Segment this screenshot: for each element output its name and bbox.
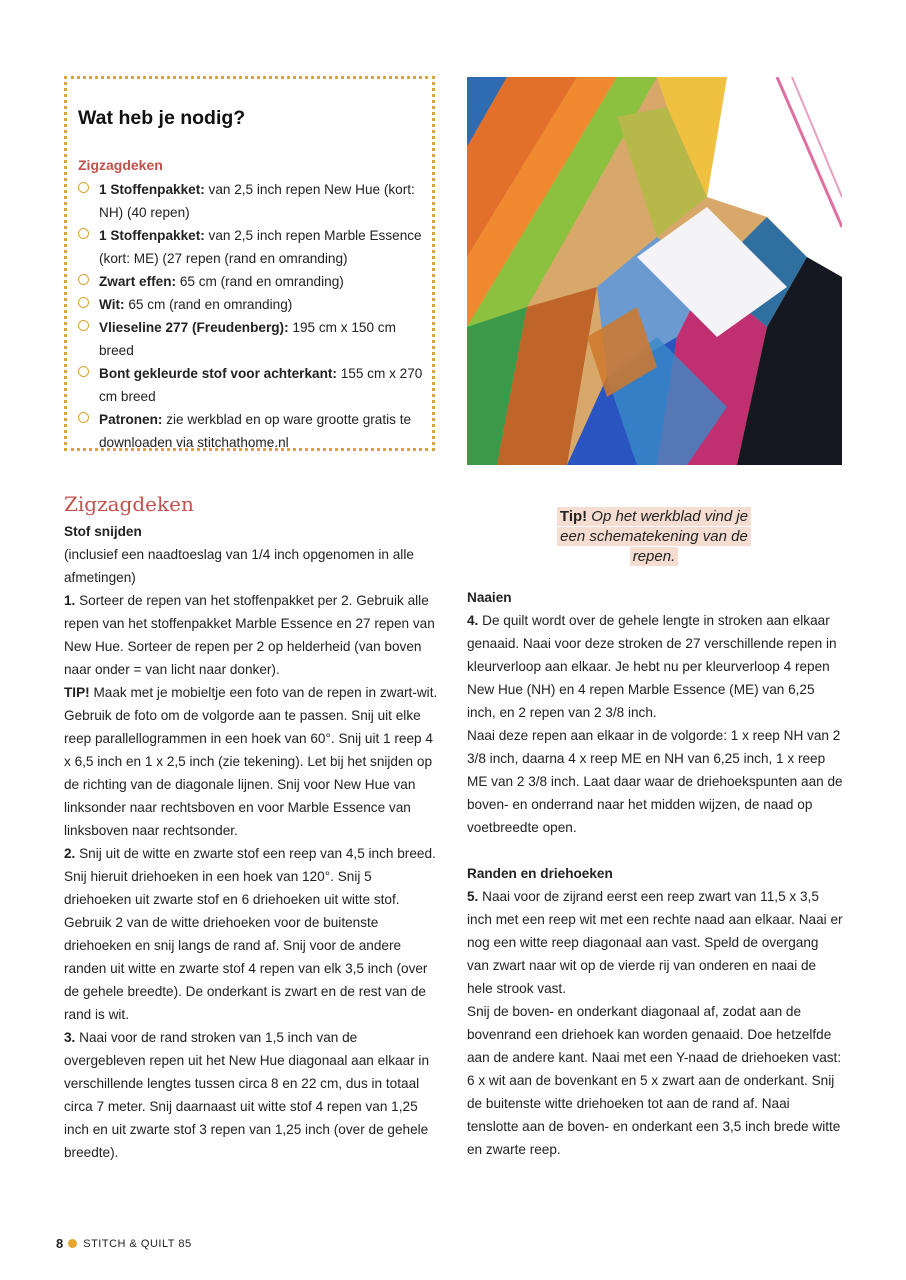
spacer	[467, 839, 843, 862]
list-item: Patronen: zie werkblad en op ware grootte gratis te downloaden via stitchathome.nl	[78, 408, 434, 454]
list-item: 1 Stoffenpakket: van 2,5 inch repen New Hue (kort: NH) (40 repen)	[78, 178, 434, 224]
right-column	[467, 586, 843, 1161]
list-item: 1 Stoffenpakket: van 2,5 inch repen Marble Essence (kort: ME) (27 repen (rand en omranding)	[78, 224, 434, 270]
subheading-randen: Randen en driehoeken	[467, 866, 613, 881]
step-3: 3. Naai voor de rand stroken van 1,5 inch van de overgebleven repen uit het New Hue diagonaal aan elkaar in verschillende lengtes tussen circa 8 en 22 cm, dus in totaal circa 7 meter. Snij daarnaast uit witte stof 4 repen van 1,25 inch en uit zwarte stof 3 repen van 1,25 inch (over de gehele breedte).	[64, 1030, 430, 1160]
checkbox-circle-icon	[78, 366, 89, 377]
page-footer	[56, 1236, 192, 1251]
materials-box	[64, 76, 435, 451]
tip-callout	[544, 507, 764, 567]
checkbox-circle-icon	[78, 182, 89, 193]
materials-list	[78, 178, 434, 454]
step-4-continued: Naai deze repen aan elkaar in de volgorde: 1 x reep NH van 2 3/8 inch, daarna 4 x reep ME en NH van 6,25 inch, 1 x reep ME van 2 3/8 inch. Laat daar waar de driehoekspunten aan de boven- en onderrand naar het midden wijzen, de naad op voetbreedte open.	[467, 728, 843, 835]
list-item: Vlieseline 277 (Freudenberg): 195 cm x 150 cm breed	[78, 316, 434, 362]
checkbox-circle-icon	[78, 320, 89, 331]
list-item: Wit: 65 cm (rand en omranding)	[78, 293, 434, 316]
list-item: Zwart effen: 65 cm (rand en omranding)	[78, 270, 434, 293]
list-item: Bont gekleurde stof voor achterkant: 155 cm x 270 cm breed	[78, 362, 434, 408]
step-5: 5. Naai voor de zijrand eerst een reep zwart van 11,5 x 3,5 inch met een reep wit met een rechte naad aan elkaar. Naai er nog een witte reep diagonaal aan vast. Speld de overgang van zwart naar wit op de vierde rij van onderen en naai de hele strook vast.	[467, 889, 843, 996]
step-5-continued: Snij de boven- en onderkant diagonaal af, zodat aan de bovenrand een driehoek kan worden genaaid. Doe hetzelfde aan de andere kant. Naai met een Y-naad de driehoeken vast: 6 x wit aan de bovenkant en 5 x zwart aan de onderkant. Snij de buitenste witte driehoeken tot aan de rand af. Naai tenslotte aan de boven- en onderkant een 3,5 inch brede witte en zwarte reep.	[467, 1004, 842, 1157]
quilt-photo	[467, 77, 842, 465]
subheading-stof-snijden: Stof snijden	[64, 524, 142, 539]
left-column	[64, 492, 442, 1164]
checkbox-circle-icon	[78, 274, 89, 285]
checkbox-circle-icon	[78, 228, 89, 239]
step-1: 1. Sorteer de repen van het stoffenpakket per 2. Gebruik alle repen van het stoffenpakket Marble Essence en 27 repen van New Hue. Sorteer de repen per 2 op helderheid (van boven naar onder = van licht naar donker).	[64, 593, 435, 677]
magazine-name: STITCH & QUILT 85	[83, 1237, 192, 1250]
step-4: 4. De quilt wordt over de gehele lengte in stroken aan elkaar genaaid. Naai voor deze stroken de 27 verschillende repen in kleurverloop aan elkaar. Je hebt nu per kleurverloop 4 repen New Hue (NH) en 4 repen Marble Essence (ME) van 6,25 inch, en 2 repen van 2 3/8 inch.	[467, 613, 837, 720]
page-number: 8	[56, 1236, 64, 1251]
section-title: Zigzagdeken	[64, 492, 194, 516]
tip-text: Op het werkblad vind je een schematekening van de repen.	[560, 508, 749, 565]
intro-paragraph: (inclusief een naadtoeslag van 1/4 inch opgenomen in alle afmetingen)	[64, 547, 414, 585]
bullet-dot-icon	[68, 1239, 77, 1248]
tip-label: Tip!	[559, 508, 588, 525]
step-2: 2. Snij uit de witte en zwarte stof een reep van 4,5 inch breed. Snij hieruit driehoeken in een hoek van 120°. Snij 5 driehoeken uit zwarte stof en 6 driehoeken uit witte stof. Gebruik 2 van de witte driehoeken voor de buitenste driehoeken en snij langs de rand af. Snij voor de andere randen uit witte en zwarte stof 4 repen van elk 3,5 inch (over de gehele breedte). De onderkant is zwart en de rest van de rand is wit.	[64, 846, 436, 1022]
materials-title: Wat heb je nodig?	[78, 107, 246, 129]
checkbox-circle-icon	[78, 412, 89, 423]
materials-subtitle: Zigzagdeken	[78, 157, 163, 173]
checkbox-circle-icon	[78, 297, 89, 308]
tip-paragraph: TIP! Maak met je mobieltje een foto van de repen in zwart-wit. Gebruik de foto om de volgorde aan te passen. Snij uit elke reep parallellogrammen in een hoek van 60°. Snij uit 1 reep 4 x 6,5 inch en 1 x 2,5 inch (zie tekening). Let bij het snijden op de richting van de diagonale lijnen. Snij voor New Hue van linksonder naar rechtsboven en voor Marble Essence van linksboven naar rechtsonder.	[64, 685, 438, 838]
subheading-naaien: Naaien	[467, 590, 512, 605]
quilt-illustration	[467, 77, 842, 465]
